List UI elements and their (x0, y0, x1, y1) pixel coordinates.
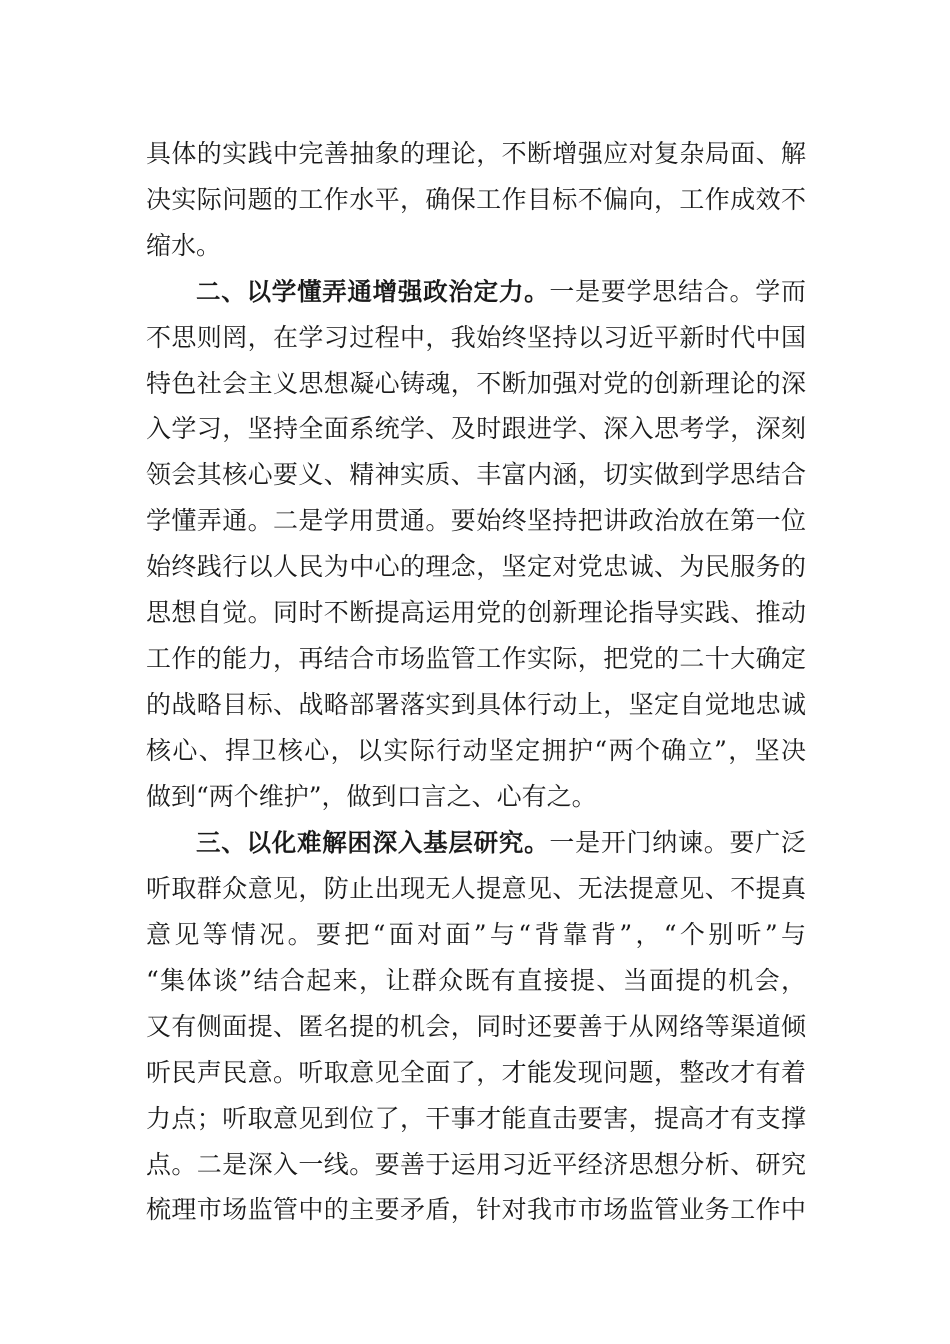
para2-line-2: 特色社会主义思想凝心铸魂，不断加强对党的创新理论的深 (146, 369, 806, 398)
para3-line-7: 点。二是深入一线。要善于运用习近平经济思想分析、研究 (146, 1150, 806, 1179)
para3-line-3: “集体谈”结合起来，让群众既有直接提、当面提的机会， (146, 966, 806, 995)
para1-line-2: 决实际问题的工作水平，确保工作目标不偏向，工作成效不 (146, 185, 806, 214)
para2-line-1: 不思则罔，在学习过程中，我始终坚持以习近平新时代中国 (146, 323, 806, 352)
para2-line-8: 工作的能力，再结合市场监管工作实际，把党的二十大确定 (146, 644, 806, 673)
para3-line-8: 梳理市场监管中的主要矛盾，针对我市市场监管业务工作中 (146, 1195, 806, 1224)
para2-line-9: 的战略目标、战略部署落实到具体行动上，坚定自觉地忠诚 (146, 690, 806, 719)
para2-first-line (196, 272, 806, 312)
para3-line-6: 力点；听取意见到位了，干事才能直击要害，提高才有支撑 (146, 1104, 806, 1133)
para2-line-11: 做到“两个维护”，做到口言之、心有之。 (146, 782, 597, 811)
para2-line-6: 始终践行以人民为中心的理念，坚定对党忠诚、为民服务的 (146, 552, 806, 581)
para2-line-10: 核心、捍卫核心，以实际行动坚定拥护“两个确立”，坚决 (146, 736, 806, 765)
para2-line-7: 思想自觉。同时不断提高运用党的创新理论指导实践、推动 (146, 598, 806, 627)
para2-line-4: 领会其核心要义、精神实质、丰富内涵，切实做到学思结合 (146, 460, 806, 489)
para2-line-5: 学懂弄通。二是学用贯通。要始终坚持把讲政治放在第一位 (146, 506, 806, 535)
para1-line-1: 具体的实践中完善抽象的理论，不断增强应对复杂局面、解 (146, 139, 806, 168)
para3-first-line (196, 823, 806, 863)
para1-line-3: 缩水。 (146, 231, 222, 260)
para3-line-1: 听取群众意见，防止出现无人提意见、无法提意见、不提真 (146, 874, 806, 903)
para2-line-3: 入学习，坚持全面系统学、及时跟进学、深入思考学，深刻 (146, 414, 806, 443)
para3-line-4: 又有侧面提、匿名提的机会，同时还要善于从网络等渠道倾 (146, 1012, 806, 1041)
para3-line-2: 意见等情况。要把“面对面”与“背靠背”，“个别听”与 (146, 920, 806, 949)
para2-first-line-rest: 一是要学思结合。学而 (549, 277, 806, 306)
para3-line-5: 听民声民意。听取意见全面了，才能发现问题，整改才有着 (146, 1058, 806, 1087)
para3-first-line-rest: 一是开门纳谏。要广泛 (549, 828, 806, 857)
para3-heading: 三、以化难解困深入基层研究。 (196, 828, 550, 857)
para2-heading: 二、以学懂弄通增强政治定力。 (196, 277, 550, 306)
